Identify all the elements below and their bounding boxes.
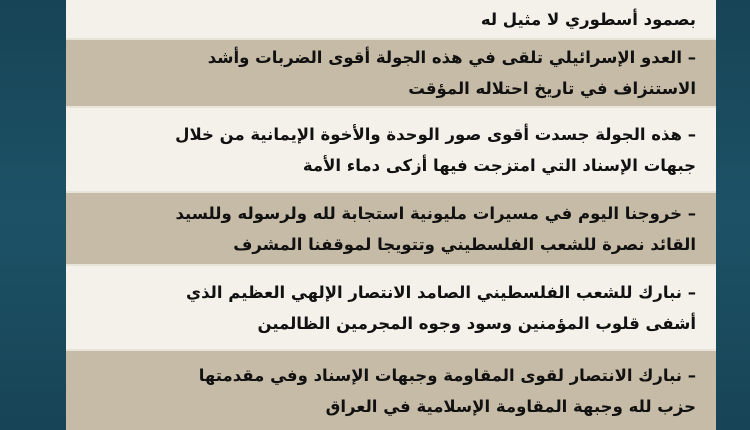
statement-line: – العدو الإسرائيلي تلقى في هذه الجولة أقوى الضربات وأشد	[207, 48, 696, 67]
statement-line: – خروجنا اليوم في مسيرات مليونية استجابة لله ولرسوله وللسيد	[175, 203, 696, 223]
statement-line: – هذه الجولة جسدت أقوى صور الوحدة والأخوة الإيمانية من خلال	[175, 124, 696, 144]
statement-line: حزب لله وجبهة المقاومة الإسلامية في العراق	[325, 396, 696, 416]
background-left	[0, 0, 66, 430]
statement-row	[66, 108, 716, 191]
statement-line: القائد نصرة للشعب الفلسطيني وتتويجا لموقفنا المشرف	[233, 234, 696, 254]
statement-line: الاستنزاف في تاريخ احتلاله المؤقت	[408, 79, 696, 98]
statement-panel	[66, 0, 716, 430]
statement-row	[66, 266, 716, 349]
statement-row	[66, 40, 716, 106]
background-right	[716, 0, 750, 430]
statement-line: بصمود أسطوري لا مثيل له	[480, 9, 696, 29]
statement-row	[66, 351, 716, 430]
statement-line: – نبارك للشعب الفلسطيني الصامد الانتصار الإلهي العظيم الذي	[186, 282, 696, 302]
statement-line: – نبارك الانتصار لقوى المقاومة وجبهات الإسناد وفي مقدمتها	[198, 365, 696, 385]
statement-line: جبهات الإسناد التي امتزجت فيها أزكى دماء الأمة	[302, 155, 696, 175]
statement-row	[66, 193, 716, 264]
statement-row	[66, 0, 716, 38]
statement-line: أشفى قلوب المؤمنين وسود وجوه المجرمين الظالمين	[257, 313, 696, 333]
